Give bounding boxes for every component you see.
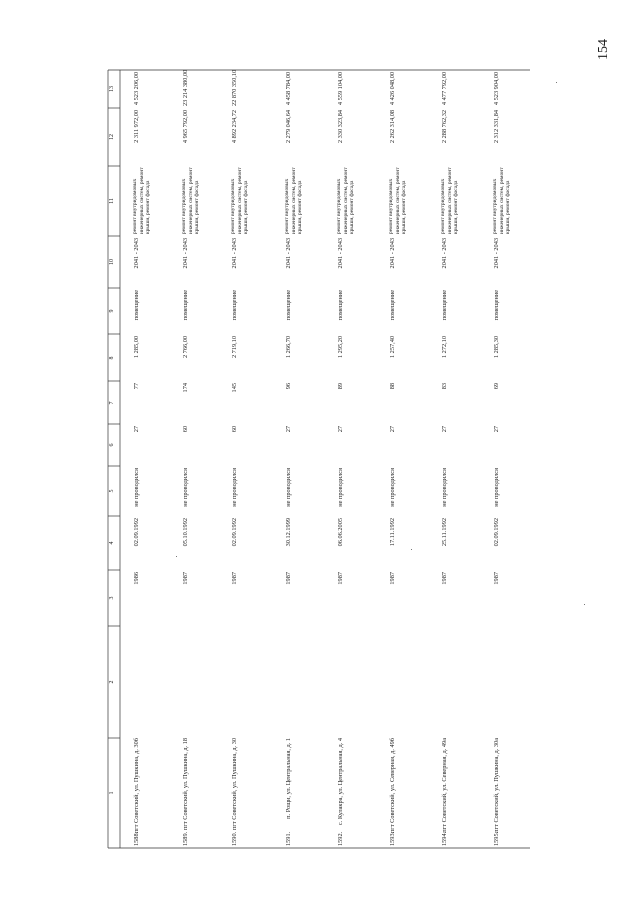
cell-work-type: ремонт внутридомовых инженерных систем, ремонт крыши, ремонт фасада: [492, 167, 512, 234]
cell-amount1: 4 965 792,00: [182, 110, 189, 144]
cell-area: 1 257,40: [389, 336, 396, 359]
cell-year: 1987: [389, 572, 396, 585]
cell-address: с. Кулакра, ул. Центральная, д. 4: [337, 738, 344, 826]
cell-period: 2041 - 2043: [441, 238, 448, 269]
column-number-11: 11: [109, 198, 115, 204]
column-number-1: 1: [109, 791, 115, 795]
cell-amount1: 2 312 331,84: [493, 110, 500, 144]
scan-speck: [411, 549, 412, 550]
cell-year: 1987: [285, 572, 292, 585]
cell-period: 2041 - 2043: [337, 238, 344, 269]
row-number: 1595.: [493, 831, 500, 846]
cell-category: помещение: [231, 290, 238, 321]
page-number: 154: [596, 39, 611, 60]
cell-amount1: 2 330 323,84: [337, 110, 344, 144]
cell-percent: 27: [493, 426, 500, 433]
cell-percent: 27: [285, 426, 292, 433]
cell-work-type: ремонт внутридомовых инженерных систем, ремонт крыши, ремонт фасада: [440, 167, 460, 234]
cell-address: пгт Советский, ул. Пушкина, д. 30: [231, 738, 238, 831]
cell-amount2: 4 477 792,00: [441, 72, 448, 106]
cell-amount2: 23 214 380,00: [182, 69, 189, 106]
cell-count: 174: [182, 383, 189, 393]
column-number-7: 7: [109, 401, 115, 404]
cell-percent: 27: [441, 426, 448, 433]
column-number-12: 12: [109, 134, 115, 140]
cell-amount2: 4 523 904,00: [493, 72, 500, 106]
cell-date: 05.10.1992: [182, 518, 189, 547]
cell-address: п. Рощи, ул. Центральная, д. 1: [285, 738, 292, 819]
cell-category: помещение: [182, 290, 189, 321]
cell-work-type: ремонт внутридомовых инженерных систем, ремонт крыши, ремонт фасада: [181, 167, 201, 234]
cell-category: помещение: [285, 290, 292, 321]
cell-count: 69: [493, 383, 500, 390]
cell-area: 1 285,00: [133, 336, 140, 359]
cell-address: пгт Советский, ул. Пушкина, д. 30а: [493, 738, 500, 833]
cell-count: 145: [231, 383, 238, 393]
cell-amount1: 2 262 314,08: [389, 110, 396, 144]
cell-status: не проводился: [389, 468, 396, 507]
row-number: 1588.: [133, 831, 140, 846]
cell-status: не проводился: [441, 468, 448, 507]
cell-amount2: 4 426 048,00: [389, 72, 396, 106]
cell-percent: 27: [389, 426, 396, 433]
cell-status: не проводился: [231, 468, 238, 507]
cell-category: помещение: [493, 290, 500, 321]
cell-count: 96: [285, 383, 292, 390]
cell-amount2: 4 523 206,00: [133, 72, 140, 106]
cell-period: 2041 - 2043: [389, 238, 396, 269]
cell-date: 25.11.1992: [441, 518, 448, 547]
cell-percent: 27: [133, 426, 140, 433]
row-number: 1592.: [337, 831, 344, 846]
cell-area: 1 266,70: [285, 336, 292, 359]
row-number: 1590.: [231, 831, 238, 846]
column-number-2: 2: [109, 680, 115, 684]
cell-date: 02.09.1992: [133, 518, 140, 547]
cell-count: 89: [337, 383, 344, 390]
cell-year: 1987: [493, 572, 500, 585]
cell-area: 1 285,30: [493, 336, 500, 359]
cell-status: не проводился: [493, 468, 500, 507]
cell-period: 2041 - 2043: [182, 238, 189, 269]
cell-date: 17.11.1992: [389, 518, 396, 547]
cell-amount2: 4 458 784,00: [285, 72, 292, 106]
cell-period: 2041 - 2043: [231, 238, 238, 269]
column-number-13: 13: [109, 86, 115, 92]
column-number-6: 6: [109, 443, 115, 447]
cell-area: 1 272,10: [441, 336, 448, 359]
cell-amount1: 2 279 046,64: [285, 110, 292, 144]
cell-address: пгт Советский, ул. Пушкина, д. 18: [182, 738, 189, 831]
cell-category: помещение: [389, 290, 396, 321]
cell-status: не проводился: [285, 468, 292, 507]
cell-work-type: ремонт внутридомовых инженерных систем, ремонт крыши, ремонт фасада: [230, 167, 250, 234]
cell-date: 02.09.1992: [493, 518, 500, 547]
cell-area: 1 295,20: [337, 336, 344, 359]
scan-speck: [584, 604, 585, 605]
cell-amount2: 4 559 104,00: [337, 72, 344, 106]
cell-address: пгт Советский, ул. Северная, д. 49б: [389, 738, 396, 834]
cell-year: 1987: [182, 572, 189, 585]
row-number: 1594.: [441, 831, 448, 846]
row-number: 1593.: [389, 831, 396, 846]
scan-speck: [176, 556, 177, 557]
cell-category: помещение: [441, 290, 448, 321]
column-number-3: 3: [109, 596, 115, 600]
cell-amount1: 2 288 762,32: [441, 110, 448, 144]
cell-amount2: 22 870 350,10: [231, 69, 238, 106]
cell-work-type: ремонт внутридомовых инженерных систем, ремонт крыши, ремонт фасада: [132, 167, 152, 234]
cell-status: не проводился: [182, 468, 189, 507]
column-number-8: 8: [109, 356, 115, 359]
cell-work-type: ремонт внутридомовых инженерных систем, ремонт крыши, ремонт фасада: [284, 167, 304, 234]
cell-area: 2 719,10: [231, 336, 238, 359]
column-number-9: 9: [109, 309, 115, 313]
cell-status: не проводился: [133, 468, 140, 507]
cell-amount1: 4 892 234,72: [231, 110, 238, 144]
cell-date: 02.09.1992: [231, 518, 238, 547]
cell-amount1: 2 311 972,00: [133, 110, 140, 143]
cell-category: помещение: [337, 290, 344, 321]
cell-date: 06.06.2005: [337, 518, 344, 547]
cell-period: 2041 - 2043: [493, 238, 500, 269]
row-number: 1589.: [182, 831, 189, 846]
cell-year: 1986: [133, 572, 140, 585]
row-number: 1591.: [285, 831, 292, 846]
cell-date: 30.12.1999: [285, 518, 292, 547]
cell-status: не проводился: [337, 468, 344, 507]
scan-speck: [556, 82, 557, 83]
cell-year: 1987: [441, 572, 448, 585]
cell-area: 2 766,00: [182, 336, 189, 359]
cell-address: пгт Советский, ул. Северная, д. 49а: [441, 738, 448, 833]
cell-address: пгт Советский, ул. Пушкина, д. 30б: [133, 738, 140, 834]
cell-percent: 60: [231, 426, 238, 433]
cell-period: 2041 - 2043: [285, 238, 292, 269]
column-number-4: 4: [109, 541, 115, 545]
cell-category: помещение: [133, 290, 140, 321]
cell-period: 2041 - 2043: [133, 238, 140, 269]
cell-percent: 27: [337, 426, 344, 433]
column-number-10: 10: [109, 259, 115, 265]
cell-work-type: ремонт внутридомовых инженерных систем, ремонт крыши, ремонт фасада: [388, 167, 408, 234]
cell-work-type: ремонт внутридомовых инженерных систем, ремонт крыши, ремонт фасада: [336, 167, 356, 234]
cell-count: 77: [133, 383, 140, 390]
cell-year: 1987: [337, 572, 344, 585]
cell-count: 83: [441, 383, 448, 390]
cell-year: 1987: [231, 572, 238, 585]
cell-percent: 60: [182, 426, 189, 433]
cell-count: 88: [389, 383, 396, 390]
column-number-5: 5: [109, 489, 115, 493]
